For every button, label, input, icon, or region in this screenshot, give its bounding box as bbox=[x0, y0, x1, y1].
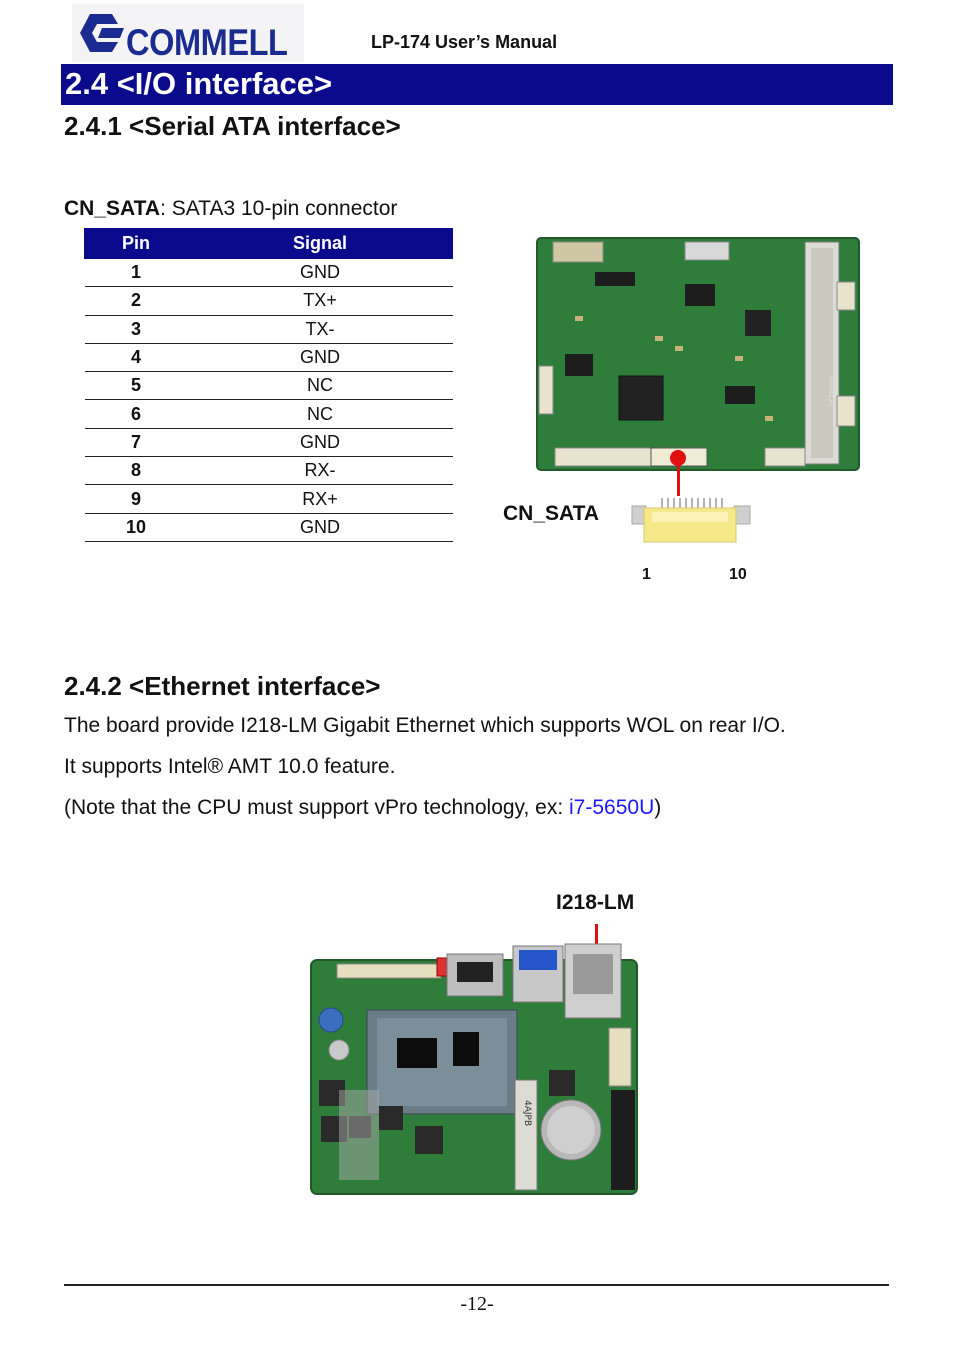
document-title: LP-174 User’s Manual bbox=[371, 32, 558, 52]
sata-connector-name: CN_SATA bbox=[64, 197, 161, 220]
column-header-signal: Signal bbox=[188, 229, 453, 259]
table-row bbox=[85, 287, 453, 315]
sata-board-photo bbox=[535, 236, 861, 477]
table-row bbox=[85, 428, 453, 456]
ethernet-board-image bbox=[309, 940, 641, 1196]
table-row bbox=[85, 457, 453, 485]
ethernet-line-3 bbox=[64, 796, 661, 820]
footer-divider bbox=[64, 1284, 889, 1286]
sata-connector-description bbox=[64, 197, 397, 221]
pin-cell: 9 bbox=[85, 485, 188, 513]
sata-heading: 2.4.1 <Serial ATA interface> bbox=[64, 111, 401, 141]
signal-cell: TX+ bbox=[188, 287, 453, 315]
signal-cell: GND bbox=[188, 259, 453, 287]
pin-cell: 7 bbox=[85, 428, 188, 456]
ethernet-board-photo bbox=[309, 940, 641, 1201]
signal-cell: GND bbox=[188, 343, 453, 371]
pin-first-label: 1 bbox=[642, 566, 651, 583]
table-row bbox=[85, 343, 453, 371]
sata-connector-desc: : SATA3 10-pin connector bbox=[160, 197, 398, 220]
table-row bbox=[85, 315, 453, 343]
table-row bbox=[85, 485, 453, 513]
section-title-bar bbox=[61, 64, 893, 105]
signal-cell: GND bbox=[188, 513, 453, 541]
signal-cell: RX- bbox=[188, 457, 453, 485]
pin-cell: 1 bbox=[85, 259, 188, 287]
section-title: 2.4 <I/O interface> bbox=[65, 66, 333, 101]
board-marking: 4ARLA bbox=[826, 376, 836, 406]
table-row bbox=[85, 400, 453, 428]
signal-cell: TX- bbox=[188, 315, 453, 343]
ethernet-heading: 2.4.2 <Ethernet interface> bbox=[64, 671, 381, 701]
note-text: (Note that the CPU must support vPro technology, ex: bbox=[64, 796, 570, 819]
pin-last-label: 10 bbox=[729, 566, 747, 583]
cpu-model-link[interactable]: i7-5650U bbox=[569, 796, 655, 819]
signal-cell: GND bbox=[188, 428, 453, 456]
table-row bbox=[85, 372, 453, 400]
ethernet-line-2: It supports Intel® AMT 10.0 feature. bbox=[64, 755, 396, 778]
pin-cell: 4 bbox=[85, 343, 188, 371]
table-row bbox=[85, 259, 453, 287]
note-close: ) bbox=[654, 796, 662, 819]
sata-pin-table bbox=[84, 228, 453, 542]
signal-cell: NC bbox=[188, 400, 453, 428]
logo-wordmark: COMMELL bbox=[126, 22, 288, 63]
pin-cell: 3 bbox=[85, 315, 188, 343]
sata-connector-drawing bbox=[630, 496, 754, 551]
connector-icon bbox=[630, 496, 754, 546]
pin-cell: 8 bbox=[85, 457, 188, 485]
ethernet-figure-label: I218-LM bbox=[556, 891, 635, 914]
sata-marker-dot-icon bbox=[670, 450, 686, 466]
pin-cell: 2 bbox=[85, 287, 188, 315]
page-number: -12- bbox=[460, 1293, 494, 1315]
signal-cell: RX+ bbox=[188, 485, 453, 513]
sata-board-image bbox=[535, 236, 861, 472]
sata-figure-label: CN_SATA bbox=[503, 502, 600, 525]
pin-cell: 10 bbox=[85, 513, 188, 541]
board-marking: 4AJPB bbox=[522, 1100, 532, 1127]
column-header-pin: Pin bbox=[85, 229, 188, 259]
pin-cell: 6 bbox=[85, 400, 188, 428]
ethernet-line-1: The board provide I218-LM Gigabit Ethernet which supports WOL on rear I/O. bbox=[64, 714, 786, 737]
signal-cell: NC bbox=[188, 372, 453, 400]
table-row bbox=[85, 513, 453, 541]
table-header-row bbox=[85, 229, 453, 259]
pin-cell: 5 bbox=[85, 372, 188, 400]
